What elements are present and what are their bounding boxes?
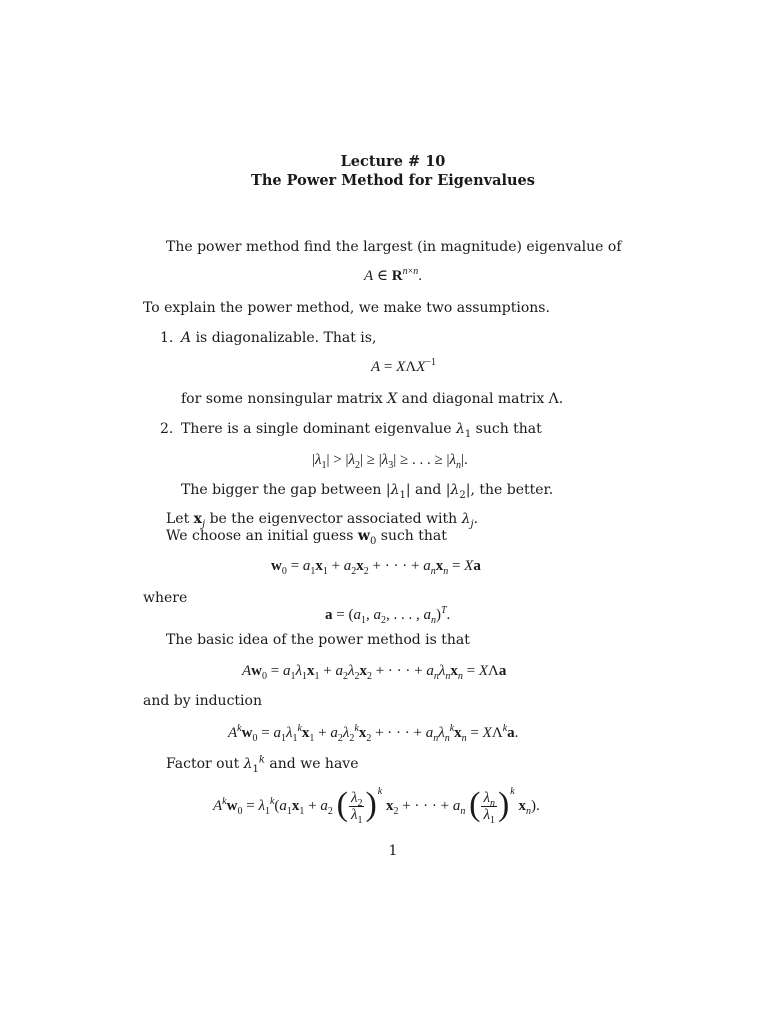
equation-w0: $w_0 = a_1x_1 + a_2x_2$ + · · · + $a_nx_n = Xa$ [271, 558, 481, 577]
equation-factored: $A^kw_0 = \lambda_1^k(a_1x_1 + a_2$ ( $\frac{\lambda_2}{\lambda_1}$ )$^k$ $x_2$ + · · · + $a_n$ ( $\frac{\lambda_n}{\lambda_1}$ )$^k$ $x_n$). [213, 785, 540, 827]
intro-paragraph: The power method find the largest (in magnitude) eigenvalue of [166, 239, 622, 255]
equation-matrix-space: A ∈ $R^{n\times n}$. [363, 266, 422, 284]
page-number: 1 [388, 843, 398, 859]
eigenvector-definition: Let $x_j$ be the eigenvector associated with $\lambda_j$. [166, 511, 479, 530]
equation-Akw0: $A^kw_0 = a_1\lambda_1^kx_1 + a_2\lambda_2^kx_2$ + · · · + $a_n\lambda_n^kx_n = X\Lambda^ka$. [228, 723, 519, 744]
gap-remark: The bigger the gap between $|\lambda_1|$ and $|\lambda_2|$, the better. [181, 482, 554, 501]
item1-follow: for some nonsingular matrix X and diagonal matrix Λ. [181, 391, 564, 407]
equation-dominance: $|\lambda_1| > |\lambda_2| \ge |\lambda_3|$ ≥ . . . ≥ $|\lambda_n|$. [312, 452, 468, 471]
basic-idea-text: The basic idea of the power method is that [166, 632, 470, 648]
lecture-title: The Power Method for Eigenvalues [251, 172, 535, 189]
item2-text: There is a single dominant eigenvalue $\lambda_1$ such that [181, 421, 542, 440]
induction-text: and by induction [143, 693, 262, 709]
factor-text: Factor out $\lambda_1^k$ and we have [166, 754, 359, 775]
equation-a-vector: $a = (a_1$, $a_2$, . . . , $a_n)^T$. [325, 605, 451, 626]
equation-diagonalization: $A = X\Lambda X^{-1}$ [371, 357, 437, 375]
item2-label: 2. [160, 421, 174, 437]
where-text: where [143, 590, 188, 606]
assumptions-intro: To explain the power method, we make two assumptions. [143, 300, 550, 316]
equation-Aw0: $Aw_0 = a_1\lambda_1x_1 + a_2\lambda_2x_2$ + · · · + $a_n\lambda_nx_n = X\Lambda a$ [242, 663, 507, 682]
item1-label: 1. [160, 330, 174, 346]
lecture-number: Lecture # 10 [340, 153, 446, 170]
initial-guess-text: We choose an initial guess $w_0$ such that [166, 528, 447, 547]
item1-text: A is diagonalizable. That is, [181, 330, 377, 346]
